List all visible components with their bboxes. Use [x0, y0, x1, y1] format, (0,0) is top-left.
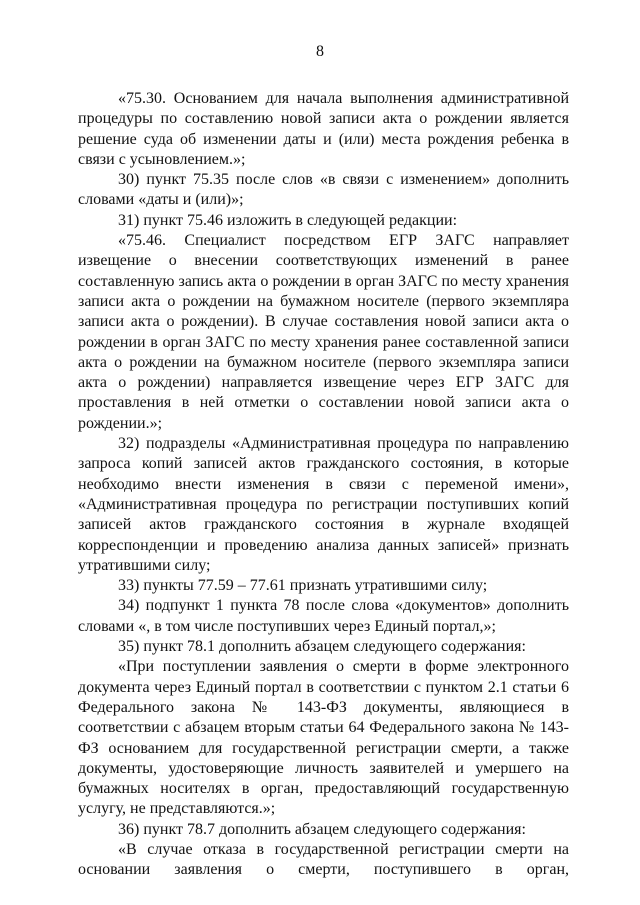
page-number: 8 [316, 43, 324, 60]
paragraph-78-7-addition: «В случае отказа в государственной регистрации смерти на основании заявления о смерти, поступившего в орган, [78, 840, 569, 879]
paragraph-item-34: 34) подпункт 1 пункта 78 после слова «документов» дополнить словами «, в том числе поступивших через Единый портал,»; [78, 597, 569, 635]
paragraph-75-30: «75.30. Основанием для начала выполнения административной процедуры по составлению новой записи акта о рождении является решение суда об изменении даты и (или) места рождения ребенка в связи с усыновлением.»; [78, 90, 569, 168]
paragraph-item-32: 32) подразделы «Административная процедура по направлению запроса копий записей актов гражданского состояния, в которые необходимо внести изменения в связи с переменой имени», «Административная процедура по регистрации поступивших копий записей актов гражданского состояния в журнале входящей корреспонденции и проведению анализа данных записей» признать утратившими силу; [78, 435, 569, 574]
paragraph-item-36: 36) пункт 78.7 дополнить абзацем следующего содержания: [118, 820, 526, 838]
paragraph-item-33: 33) пункты 77.59 – 77.61 признать утратившими силу; [118, 577, 488, 595]
document-body [78, 89, 569, 881]
paragraph-75-46: «75.46. Специалист посредством ЕГР ЗАГС направляет извещение о внесении соответствующих изменений в ранее составленную запись акта о рождении в орган ЗАГС по месту хранения записи акта о рождении на бумажном носителе (первого экземпляра записи акта о рождении). В случае составления новой записи акта о рождении в орган ЗАГС по месту хранения ранее составленной записи акта о рождении на бумажном носителе (первого экземпляра записи акта о рождении) направляется извещение через ЕГР ЗАГС для проставления в ней отметки о составлении новой записи акта о рождении.»; [78, 232, 569, 432]
paragraph-item-31: 31) пункт 75.46 изложить в следующей редакции: [118, 211, 458, 229]
paragraph-78-1-addition: «При поступлении заявления о смерти в форме электронного документа через Единый портал в соответствии с пунктом 2.1 статьи 6 Федерального закона № 143-ФЗ документы, являющиеся в соответствии с абзацем вторым статьи 64 Федерального закона № 143-ФЗ основанием для государственной регистрации смерти, а также документы, удостоверяющие личность заявителей и умершего на бумажных носителях в орган, предоставляющий государственную услугу, не представляются.»; [78, 658, 569, 818]
paragraph-item-35: 35) пункт 78.1 дополнить абзацем следующего содержания: [118, 638, 526, 656]
paragraph-item-30: 30) пункт 75.35 после слов «в связи с изменением» дополнить словами «даты и (или)»; [78, 171, 569, 209]
